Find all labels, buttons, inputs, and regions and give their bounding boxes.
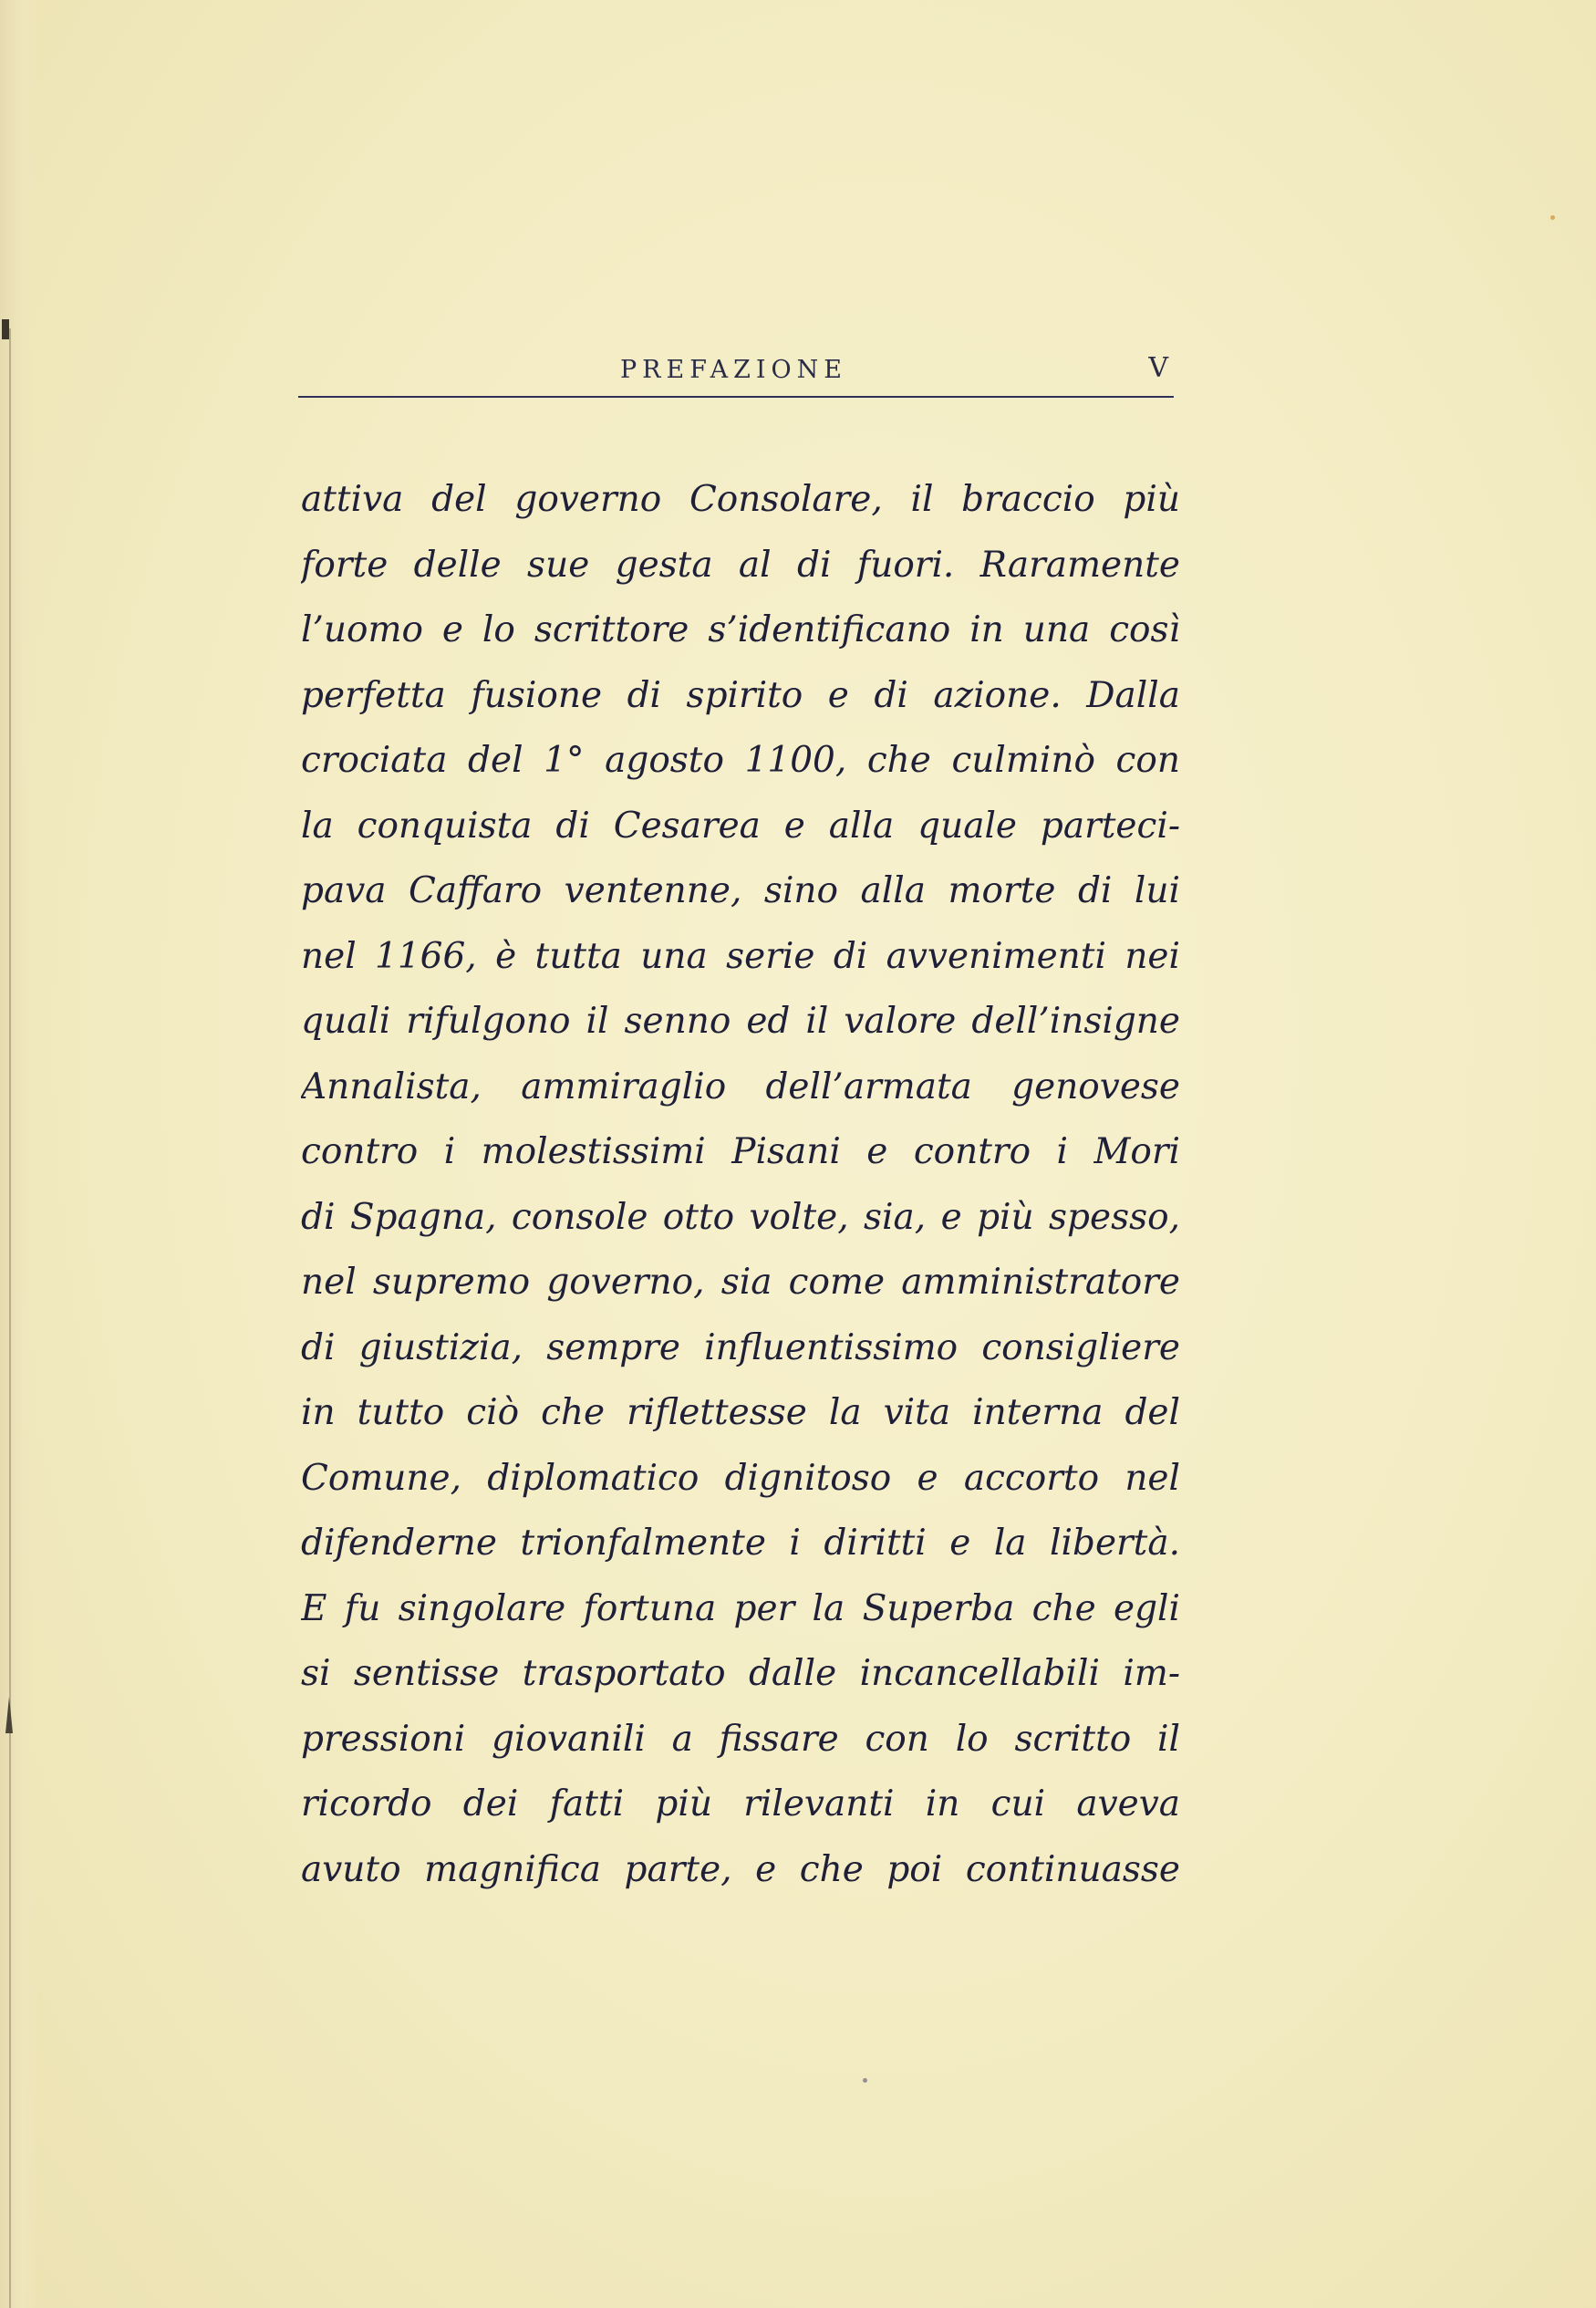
text-line: l’uomo e lo scrittore s’identificano in una così	[301, 609, 1180, 650]
text-line: ricordo dei fatti più rilevanti in cui aveva	[301, 1783, 1180, 1825]
text-line: la conquista di Cesarea e alla quale parteci-	[301, 805, 1180, 847]
text-line: difenderne trionfalmente i diritti e la libertà.	[301, 1523, 1180, 1564]
text-line: crociata del 1° agosto 1100, che culminò con	[301, 740, 1180, 781]
text-line: Annalista, ammiraglio dell’armata genovese	[301, 1066, 1180, 1107]
text-line: in tutto ciò che riflettesse la vita interna del	[301, 1392, 1180, 1433]
body-text	[301, 467, 1180, 1902]
page-binding-edge	[0, 0, 38, 2308]
text-line: contro i molestissimi Pisani e contro i Mori	[301, 1131, 1180, 1172]
text-line: Comune, diplomatico dignitoso e accorto nel	[301, 1457, 1180, 1499]
print-speck	[863, 2078, 867, 2083]
text-line: di Spagna, console otto volte, sia, e più spesso,	[301, 1196, 1180, 1238]
paper-stain	[1550, 215, 1555, 220]
text-line: attiva del governo Consolare, il braccio più	[301, 479, 1180, 520]
text-line: forte delle sue gesta al di fuori. Raramente	[301, 544, 1180, 586]
text-line: pava Caffaro ventenne, sino alla morte di lui	[301, 870, 1180, 911]
text-line: si sentisse trasportato dalle incancellabili im-	[301, 1653, 1180, 1694]
text-line: nel supremo governo, sia come amministratore	[301, 1262, 1180, 1303]
text-line: avuto magnifica parte, e che poi continuasse	[301, 1848, 1180, 1890]
text-line: di giustizia, sempre influentissimo consigliere	[301, 1326, 1180, 1368]
text-line: pressioni giovanili a fissare con lo scritto il	[301, 1718, 1180, 1760]
binding-mark	[2, 319, 9, 339]
text-line: nel 1166, è tutta una serie di avvenimenti nei	[301, 935, 1180, 977]
running-header	[298, 348, 1174, 396]
text-line: E fu singolare fortuna per la Superba che egli	[301, 1587, 1180, 1629]
running-title: PREFAZIONE	[620, 356, 847, 384]
page-number: V	[1148, 352, 1168, 384]
header-rule	[298, 396, 1174, 398]
text-line: perfetta fusione di spirito e di azione. Dalla	[301, 674, 1180, 716]
binding-fold-line	[9, 328, 11, 2308]
text-line: quali rifulgono il senno ed il valore dell’insigne	[301, 1001, 1180, 1042]
